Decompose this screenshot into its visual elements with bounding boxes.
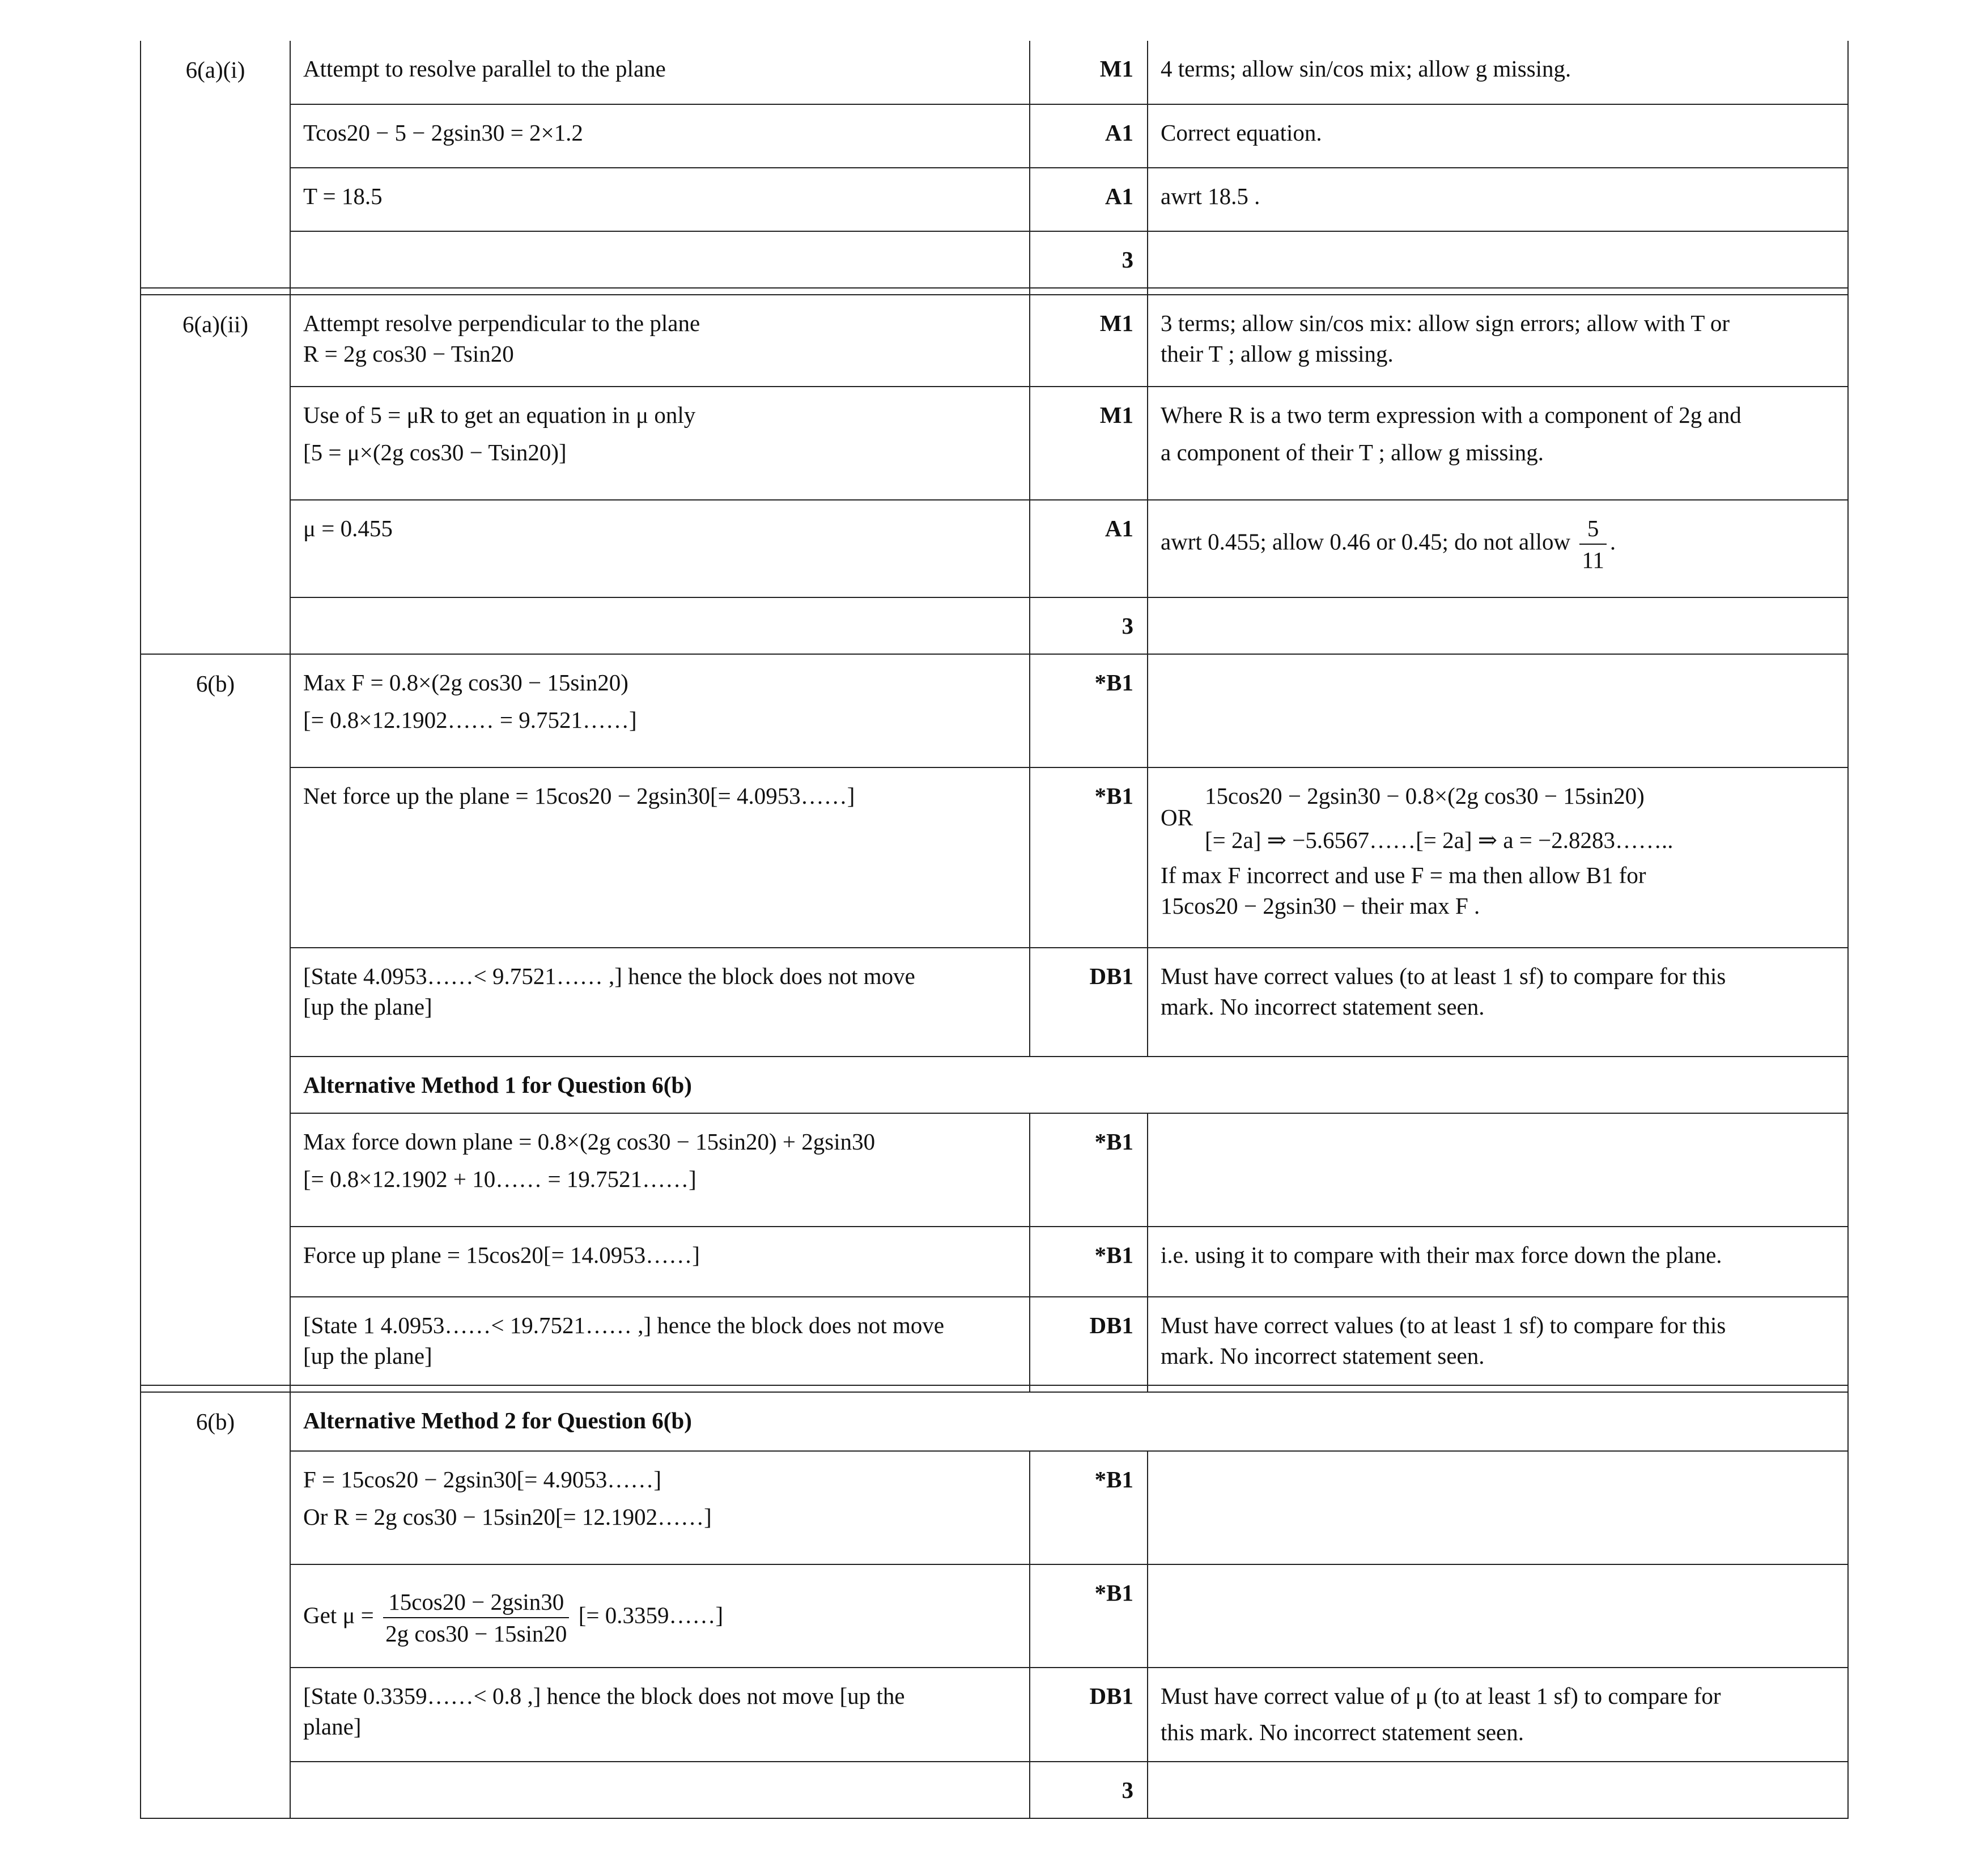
mark-cell: DB1: [1030, 1668, 1148, 1762]
guidance-cell: [1148, 1762, 1848, 1818]
fraction-denominator: 2g cos30 − 15sin20: [385, 1621, 567, 1647]
table-row: [141, 1113, 1848, 1227]
answer-cell: [290, 948, 1030, 1057]
answer-line: Attempt resolve perpendicular to the plane: [303, 310, 700, 336]
answer-line: [5 = μ×(2g cos30 − Tsin20)]: [303, 439, 567, 466]
mark-cell: *B1: [1030, 1451, 1148, 1564]
answer-line: plane]: [303, 1713, 362, 1740]
fraction-denominator: 11: [1582, 547, 1604, 574]
mark-cell: M1: [1030, 295, 1148, 387]
table-row: [141, 295, 1848, 387]
answer-line: [up the plane]: [303, 994, 432, 1020]
guidance-cell: [1148, 767, 1848, 948]
answer-line: Max force down plane = 0.8×(2g cos30 − 15sin20) + 2gsin30: [303, 1129, 876, 1155]
guidance-line: Where R is a two term expression with a component of 2g and: [1161, 402, 1741, 428]
mark-cell: *B1: [1030, 654, 1148, 767]
guidance-text: awrt 0.455; allow 0.46 or 0.45; do not allow: [1161, 528, 1571, 555]
guidance-cell: awrt 18.5 .: [1148, 168, 1848, 231]
total-mark-cell: 3: [1030, 1762, 1148, 1818]
answer-cell: Attempt to resolve parallel to the plane: [290, 41, 1030, 104]
mark-cell: M1: [1030, 387, 1148, 500]
guidance-cell: [1148, 1564, 1848, 1668]
table-row: [141, 1227, 1848, 1297]
table-row: [141, 168, 1848, 231]
answer-line: [State 0.3359……< 0.8 ,] hence the block does not move [up the: [303, 1683, 905, 1709]
table-row: [141, 387, 1848, 500]
answer-cell: [290, 1564, 1030, 1668]
total-mark-cell: 3: [1030, 597, 1148, 654]
answer-line: R = 2g cos30 − Tsin20: [303, 341, 514, 367]
guidance-cell: [1148, 387, 1848, 500]
guidance-cell: [1148, 1297, 1848, 1385]
question-number: 6(a)(i): [141, 41, 290, 288]
guidance-line: their T ; allow g missing.: [1161, 341, 1394, 367]
answer-line: [= 0.8×12.1902 + 10…… = 19.7521……]: [303, 1166, 696, 1193]
fraction-numerator: 5: [1579, 513, 1606, 545]
question-number: 6(a)(ii): [141, 295, 290, 654]
answer-cell: T = 18.5: [290, 168, 1030, 231]
table-row: [141, 948, 1848, 1057]
answer-cell: [290, 387, 1030, 500]
answer-line: Or R = 2g cos30 − 15sin20[= 12.1902……]: [303, 1504, 712, 1530]
guidance-cell: 4 terms; allow sin/cos mix; allow g missing.: [1148, 41, 1848, 104]
answer-line: Use of 5 = μR to get an equation in μ only: [303, 402, 696, 428]
answer-line: F = 15cos20 − 2gsin30[= 4.9053……]: [303, 1466, 661, 1492]
answer-cell: [290, 1113, 1030, 1227]
mark-cell: *B1: [1030, 1227, 1148, 1297]
mark-cell: A1: [1030, 168, 1148, 231]
mark-cell: M1: [1030, 41, 1148, 104]
mark-cell: A1: [1030, 500, 1148, 597]
table-row: [141, 1297, 1848, 1385]
table-row: [141, 597, 1848, 654]
guidance-cell: [1148, 1451, 1848, 1564]
table-row: [141, 41, 1848, 104]
answer-cell: Tcos20 − 5 − 2gsin30 = 2×1.2: [290, 104, 1030, 168]
fraction-numerator: 15cos20 − 2gsin30: [383, 1586, 569, 1618]
guidance-line: Must have correct value of μ (to at least 1 sf) to compare for: [1161, 1683, 1721, 1709]
table-row: [141, 1057, 1848, 1113]
guidance-line: 15cos20 − 2gsin30 − 0.8×(2g cos30 − 15sin20): [1205, 783, 1645, 809]
guidance-line: Must have correct values (to at least 1 sf) to compare for this: [1161, 1312, 1726, 1338]
table-row: [141, 1564, 1848, 1668]
mark-cell: DB1: [1030, 948, 1148, 1057]
alternative-method-heading: Alternative Method 2 for Question 6(b): [290, 1392, 1848, 1451]
fraction: [1579, 513, 1606, 575]
guidance-line: If max F incorrect and use F = ma then allow B1 for: [1161, 862, 1646, 889]
guidance-line: mark. No incorrect statement seen.: [1161, 1343, 1485, 1369]
mark-cell: DB1: [1030, 1297, 1148, 1385]
table-row: [141, 767, 1848, 948]
guidance-cell: [1148, 295, 1848, 387]
guidance-cell: [1148, 597, 1848, 654]
answer-line: Max F = 0.8×(2g cos30 − 15sin20): [303, 669, 628, 695]
alternative-method-heading: Alternative Method 1 for Question 6(b): [290, 1057, 1848, 1113]
answer-line: [State 1 4.0953……< 19.7521…… ,] hence the block does not move: [303, 1312, 945, 1338]
table-row: [141, 1392, 1848, 1451]
answer-cell: [290, 1451, 1030, 1564]
answer-cell: [290, 231, 1030, 288]
answer-cell: [290, 1297, 1030, 1385]
guidance-cell: [1148, 231, 1848, 288]
guidance-cell: [1148, 654, 1848, 767]
section-separator: [141, 288, 1848, 295]
mark-cell: A1: [1030, 104, 1148, 168]
table-row: [141, 500, 1848, 597]
table-row: [141, 231, 1848, 288]
answer-cell: Force up plane = 15cos20[= 14.0953……]: [290, 1227, 1030, 1297]
answer-text: [= 0.3359……]: [578, 1602, 724, 1628]
guidance-line: 3 terms; allow sin/cos mix: allow sign errors; allow with T or: [1161, 310, 1730, 336]
mark-cell: *B1: [1030, 1564, 1148, 1668]
answer-cell: [290, 1762, 1030, 1818]
mark-cell: *B1: [1030, 767, 1148, 948]
table-row: [141, 1451, 1848, 1564]
answer-text: Get μ =: [303, 1602, 374, 1628]
guidance-line: this mark. No incorrect statement seen.: [1161, 1719, 1524, 1746]
guidance-cell: Correct equation.: [1148, 104, 1848, 168]
guidance-cell: [1148, 1113, 1848, 1227]
table-row: [141, 104, 1848, 168]
guidance-line: Must have correct values (to at least 1 sf) to compare for this: [1161, 963, 1726, 989]
answer-cell: Net force up the plane = 15cos20 − 2gsin30[= 4.0953……]: [290, 767, 1030, 948]
answer-line: [up the plane]: [303, 1343, 432, 1369]
question-number: 6(b): [141, 1392, 290, 1818]
total-mark-cell: 3: [1030, 231, 1148, 288]
guidance-cell: i.e. using it to compare with their max force down the plane.: [1148, 1227, 1848, 1297]
guidance-line: [= 2a] ⇒ −5.6567……[= 2a] ⇒ a = −2.8283……..: [1205, 827, 1673, 854]
table-row: [141, 1762, 1848, 1818]
guidance-line: 15cos20 − 2gsin30 − their max F .: [1161, 893, 1480, 919]
answer-cell: μ = 0.455: [290, 500, 1030, 597]
answer-cell: [290, 295, 1030, 387]
section-separator: [141, 1385, 1848, 1392]
question-number: 6(b): [141, 654, 290, 1385]
guidance-cell: awrt 0.455; allow 0.46 or 0.45; do not allow $\frac{5}{11}$ .: [1148, 500, 1848, 597]
guidance-or: OR: [1161, 804, 1193, 831]
mark-scheme-table: [140, 41, 1849, 1819]
mark-cell: *B1: [1030, 1113, 1148, 1227]
guidance-line: mark. No incorrect statement seen.: [1161, 994, 1485, 1020]
answer-cell: [290, 1668, 1030, 1762]
answer-cell: [290, 654, 1030, 767]
fraction: [383, 1586, 569, 1649]
table-row: [141, 654, 1848, 767]
guidance-line: a component of their T ; allow g missing.: [1161, 439, 1544, 466]
answer-line: [State 4.0953……< 9.7521…… ,] hence the block does not move: [303, 963, 915, 989]
answer-line: [= 0.8×12.1902…… = 9.7521……]: [303, 707, 637, 733]
answer-cell: [290, 597, 1030, 654]
table-row: [141, 1668, 1848, 1762]
guidance-cell: [1148, 948, 1848, 1057]
guidance-cell: [1148, 1668, 1848, 1762]
